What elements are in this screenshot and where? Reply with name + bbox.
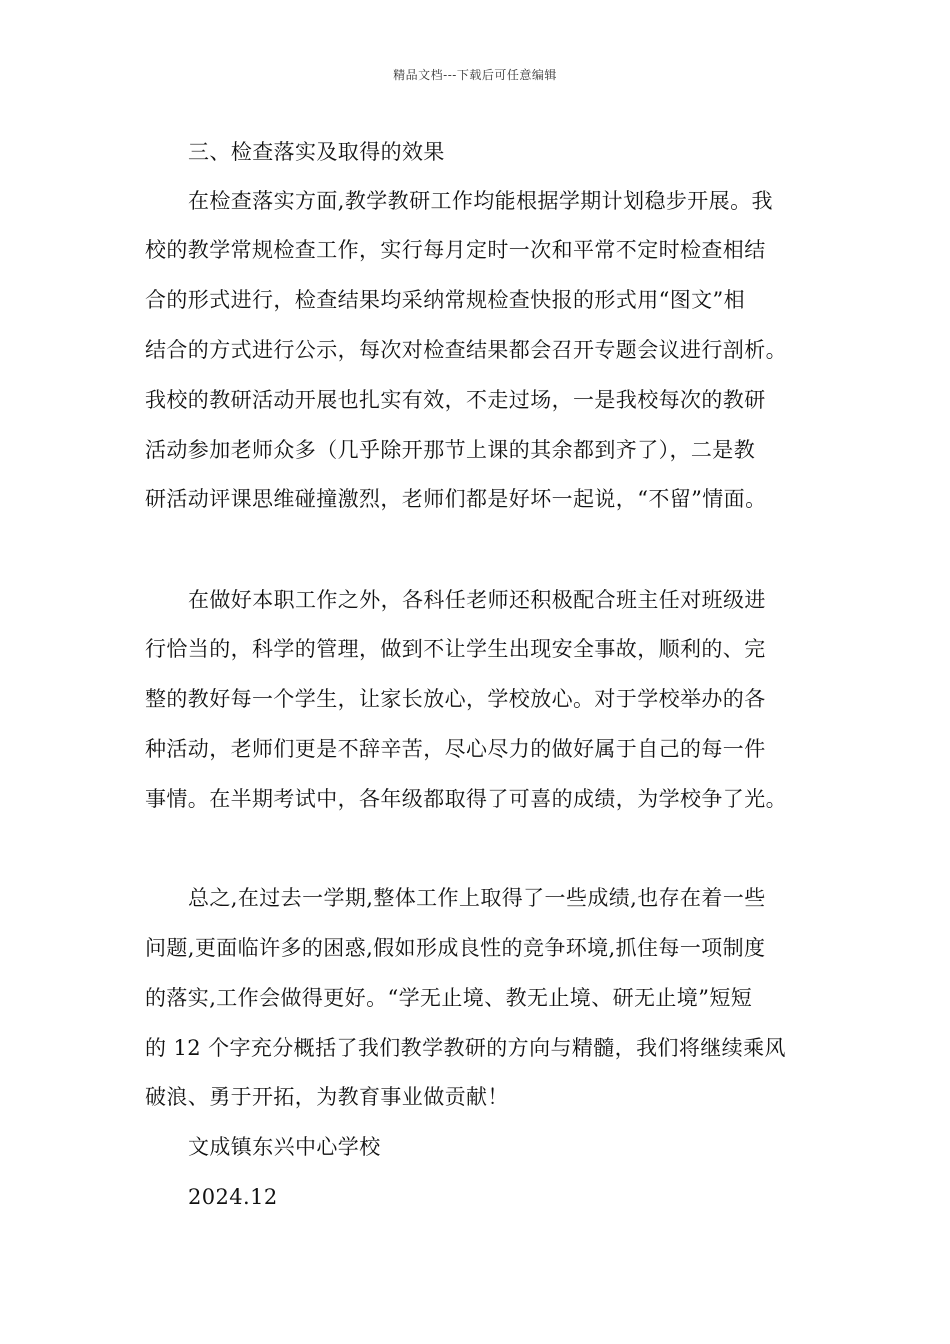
paragraph-2-line-3: 整的教好每一个学生，让家长放心，学校放心。对于学校举办的各 <box>145 687 766 711</box>
paragraph-3-line-3: 的落实,工作会做得更好。“学无止境、教无止境、研无止境”短短 <box>145 986 753 1010</box>
paragraph-1-line-3: 合的形式进行，检查结果均采纳常规检查快报的形式用“图文”相 <box>145 288 746 312</box>
paragraph-1-line-4: 结合的方式进行公示，每次对检查结果都会召开专题会议进行剖析。 <box>145 338 787 362</box>
paragraph-1-line-5: 我校的教研活动开展也扎实有效，不走过场，一是我校每次的教研 <box>145 388 766 412</box>
paragraph-3-line-4: 的 12 个字充分概括了我们教学教研的方向与精髓，我们将继续乘风 <box>145 1036 786 1060</box>
signature-organization: 文成镇东兴中心学校 <box>188 1135 381 1159</box>
paragraph-3-line-1: 总之,在过去一学期,整体工作上取得了一些成绩,也存在着一些 <box>188 886 766 910</box>
section-heading: 三、检查落实及取得的效果 <box>188 140 445 164</box>
paragraph-3-line-2: 问题,更面临许多的困惑,假如形成良性的竞争环境,抓住每一项制度 <box>145 936 766 960</box>
paragraph-2-line-4: 种活动，老师们更是不辞辛苦，尽心尽力的做好属于自己的每一件 <box>145 737 766 761</box>
paragraph-2-line-1: 在做好本职工作之外，各科任老师还积极配合班主任对班级进 <box>188 588 766 612</box>
paragraph-2-line-5: 事情。在半期考试中，各年级都取得了可喜的成绩，为学校争了光。 <box>145 787 787 811</box>
paragraph-1-line-2: 校的教学常规检查工作，实行每月定时一次和平常不定时检查相结 <box>145 238 766 262</box>
paragraph-3-line-5: 破浪、勇于开拓，为教育事业做贡献！ <box>145 1085 509 1109</box>
paragraph-1-line-6: 活动参加老师众多（几乎除开那节上课的其余都到齐了），二是教 <box>145 438 756 462</box>
signature-date: 2024.12 <box>188 1185 278 1209</box>
paragraph-1-line-7: 研活动评课思维碰撞激烈，老师们都是好坏一起说，“不留”情面。 <box>145 487 767 511</box>
paragraph-1-line-1: 在检查落实方面,教学教研工作均能根据学期计划稳步开展。我 <box>188 189 773 213</box>
page-header: 精品文档---下载后可任意编辑 <box>393 68 557 82</box>
paragraph-2-line-2: 行恰当的，科学的管理，做到不让学生出现安全事故，顺利的、完 <box>145 637 766 661</box>
